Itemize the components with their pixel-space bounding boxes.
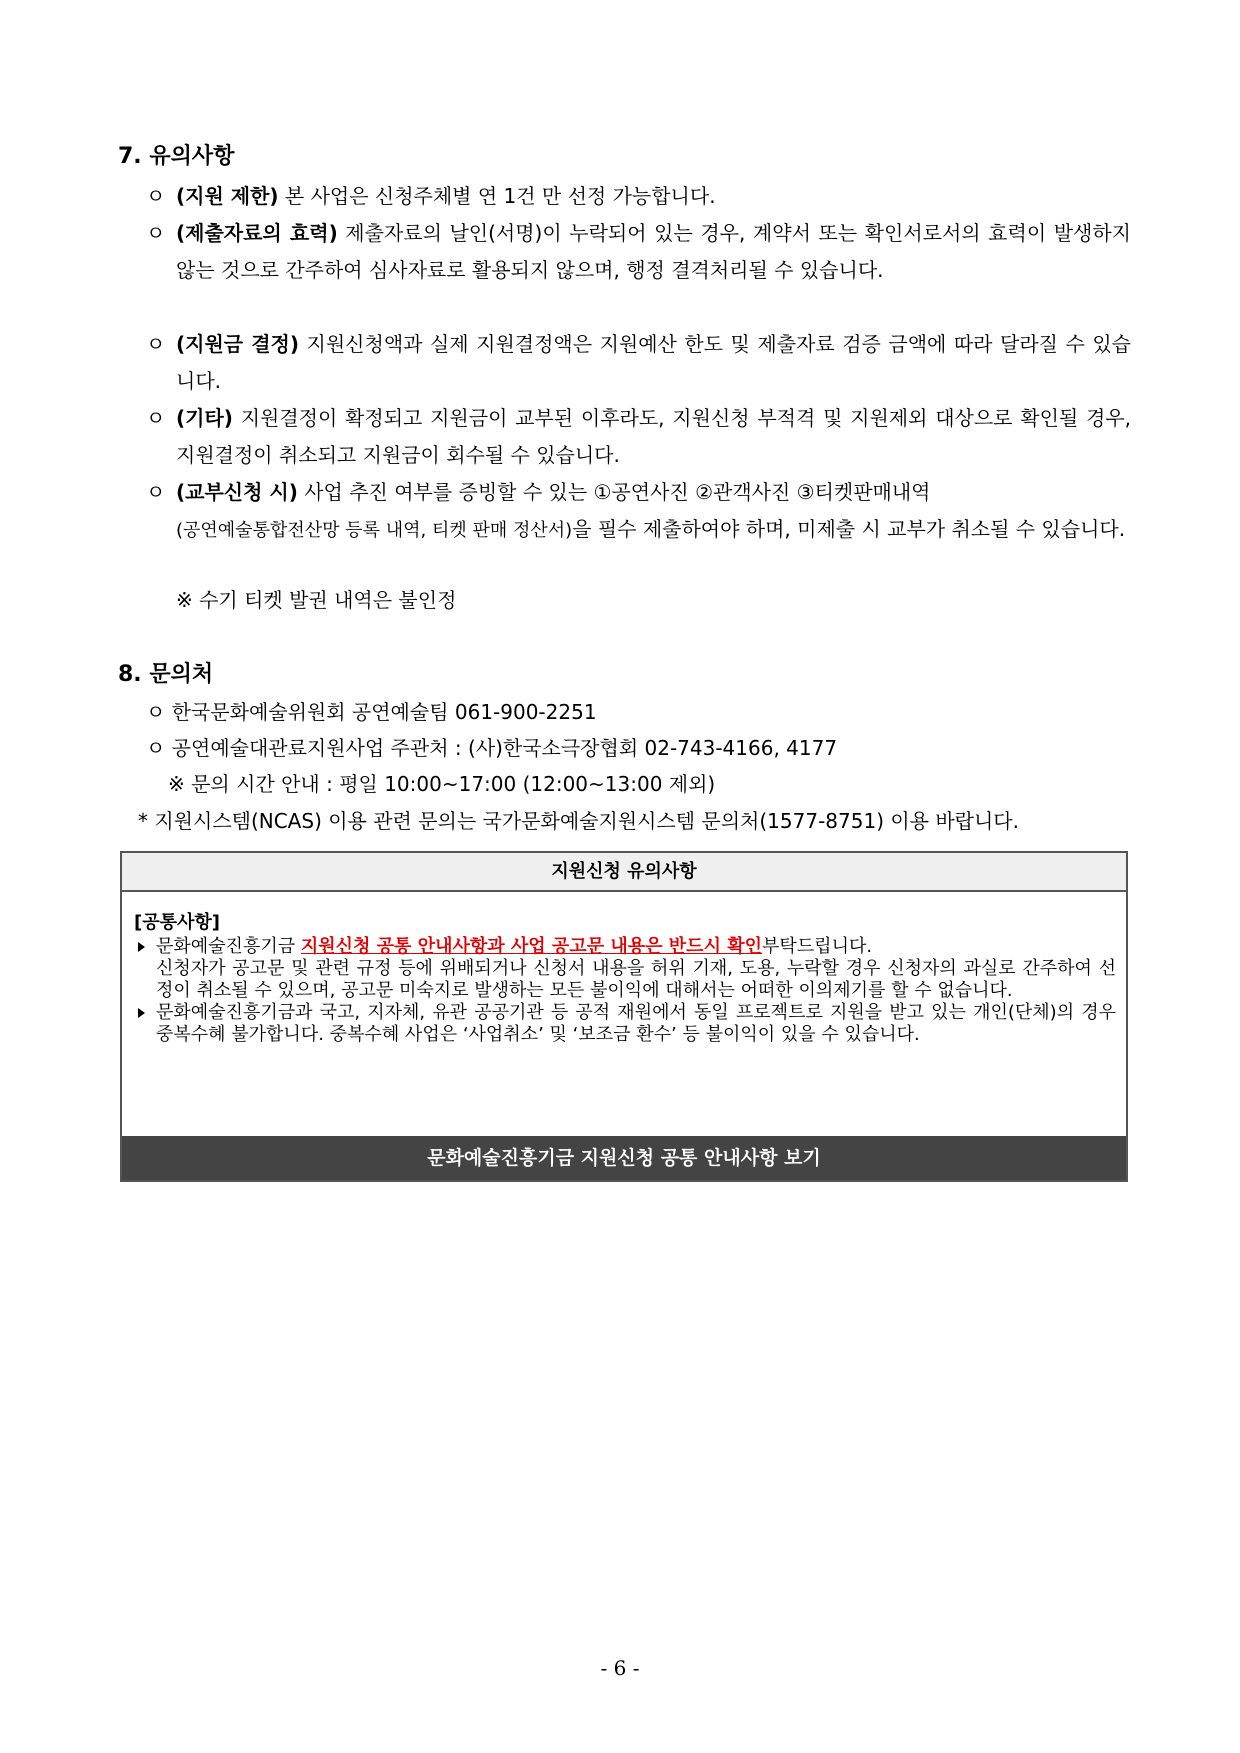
notice-guide-button[interactable]: 문화예술진흥기금 지원신청 공통 안내사항 보기 xyxy=(122,1136,1126,1180)
item-label: (기타) xyxy=(176,406,233,430)
notice-text: 문화예술진흥기금 xyxy=(156,936,301,957)
triangle-bullet-icon xyxy=(138,942,145,952)
bullet: ㅇ xyxy=(146,480,166,504)
item-text: 본 사업은 신청주체별 연 1건 만 선정 가능합니다. xyxy=(278,184,716,208)
item-text: 제출자료의 날인(서명)이 누락되어 있는 경우, 계약서 또는 확인서로서의 효력이 발생하지 않는 것으로 간주하여 심사자료로 활용되지 않으며, 행정 결격처리될 수 있습니다. xyxy=(176,221,1132,282)
notice-text: 신청자가 공고문 및 관련 규정 등에 위배되거나 신청서 내용을 허위 기재, 도용, 누락할 경우 신청자의 과실로 간주하여 선정이 취소될 수 있으며, 공고문 미숙지로 발생하는 모든 불이익에 대해서는 어떠한 이의제기를 할 수 없습니다. xyxy=(156,958,1116,1001)
section-7-title: 7. 유의사항 xyxy=(118,144,235,169)
bullet: ㅇ xyxy=(146,221,166,245)
page-number: - 6 - xyxy=(600,1656,640,1680)
notice-body xyxy=(122,892,1126,1046)
notice-text: 문화예술진흥기금과 국고, 지자체, 유관 공공기관 등 공적 재원에서 동일 프로젝트로 지원을 받고 있는 개인(단체)의 경우 중복수혜 불가합니다. 중복수혜 사업은 ‘사업취소’ 및 ‘보조금 환수’ 등 불이익이 있을 수 있습니다. xyxy=(156,1002,1116,1045)
notice-item xyxy=(134,936,1116,1002)
note-text: ※ 수기 티켓 발권 내역은 불인정 xyxy=(176,588,457,612)
bullet: ㅇ xyxy=(146,332,166,356)
notice-header: 지원신청 유의사항 xyxy=(122,853,1126,892)
notice-text: 부탁드립니다. xyxy=(762,936,873,957)
notice-box xyxy=(120,851,1128,1182)
ncas-note: * 지원시스템(NCAS) 이용 관련 문의는 국가문화예술지원시스템 문의처(1577-8751) 이용 바랍니다. xyxy=(138,809,1019,833)
item-label: (지원금 결정) xyxy=(176,332,300,356)
list-item xyxy=(146,178,1131,215)
section-8-title: 8. 문의처 xyxy=(118,662,214,687)
notice-highlight: 지원신청 공통 안내사항과 사업 공고문 내용은 반드시 확인 xyxy=(300,936,763,957)
item-text: 을 필수 제출하여야 하며, 미제출 시 교부가 취소될 수 있습니다. xyxy=(572,517,1126,541)
triangle-bullet-icon xyxy=(138,1008,145,1018)
item-text-small: (공연예술통합전산망 등록 내역, 티켓 판매 정산서) xyxy=(176,520,573,541)
bullet: ㅇ xyxy=(146,184,166,208)
item-text: 사업 추진 여부를 증빙할 수 있는 ①공연사진 ②관객사진 ③티켓판매내역 xyxy=(297,480,931,504)
list-item xyxy=(146,326,1131,400)
list-item xyxy=(146,474,1131,549)
list-item xyxy=(146,215,1131,289)
contact-line: ㅇ 공연예술대관료지원사업 주관처 : (사)한국소극장협회 02-743-4166, 4177 xyxy=(146,736,838,760)
item-label: (지원 제한) xyxy=(176,184,279,208)
item-label: (제출자료의 효력) xyxy=(176,221,338,245)
contact-line: ㅇ 한국문화예술위원회 공연예술팀 061-900-2251 xyxy=(146,700,597,724)
list-item xyxy=(146,400,1131,474)
notice-item xyxy=(134,1002,1116,1046)
bullet: ㅇ xyxy=(146,406,166,430)
item-text: 지원신청액과 실제 지원결정액은 지원예산 한도 및 제출자료 검증 금액에 따라 달라질 수 있습니다. xyxy=(176,332,1131,393)
hours-note: ※ 문의 시간 안내 : 평일 10:00~17:00 (12:00~13:00 제외) xyxy=(168,772,716,796)
notice-subtitle: [공통사항] xyxy=(134,912,221,933)
item-text: 지원결정이 확정되고 지원금이 교부된 이후라도, 지원신청 부적격 및 지원제외 대상으로 확인될 경우, 지원결정이 취소되고 지원금이 회수될 수 있습니다. xyxy=(176,406,1131,467)
item-label: (교부신청 시) xyxy=(176,480,298,504)
